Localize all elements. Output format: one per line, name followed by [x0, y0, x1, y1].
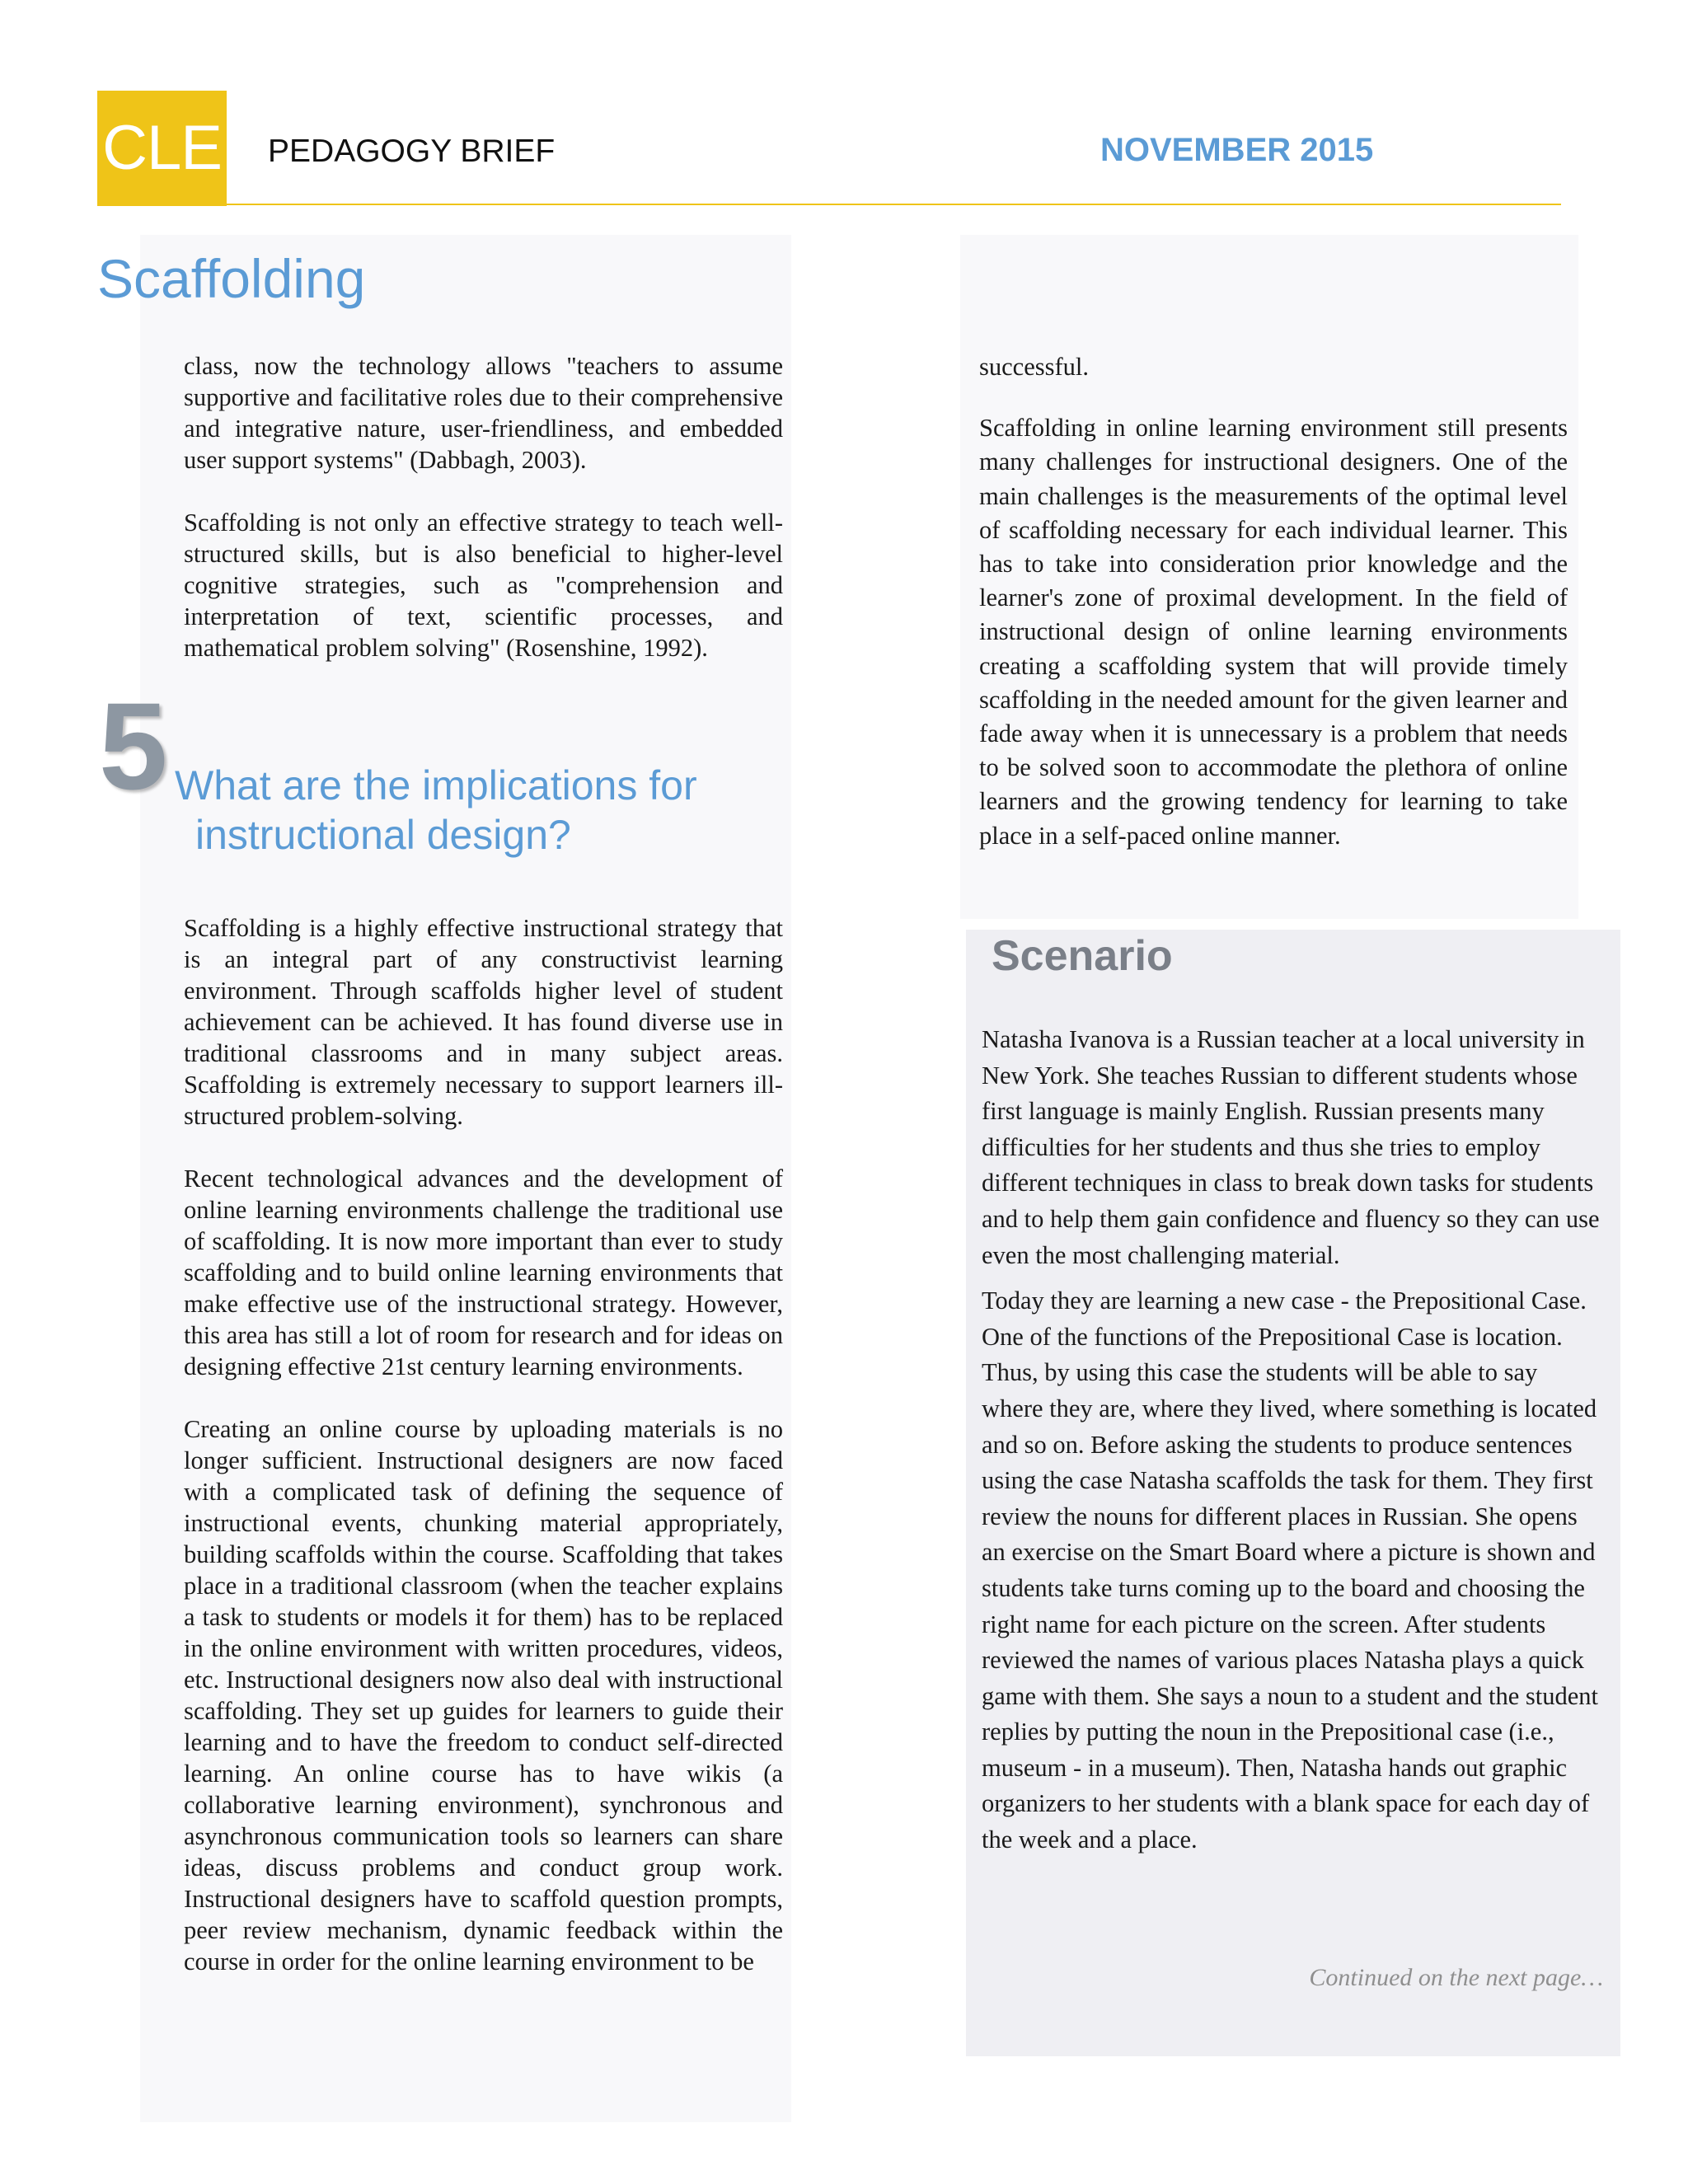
- paragraph: Natasha Ivanova is a Russian teacher at a local university in New York. She teaches Russian to different students whose first language is mainly English. Russian presents many difficulties for her students and thus she tries to employ different techniques in class to break down tasks for students and to help them gain confidence and fluency so they can use even the most challenging material.: [982, 1025, 1600, 1269]
- continued-note: Continued on the next page…: [1309, 1964, 1603, 1991]
- section-heading-line: What are the implications for: [175, 762, 697, 808]
- scenario-title: Scenario: [992, 932, 1173, 980]
- scenario-text: [982, 1022, 1603, 1858]
- paragraph: successful.: [979, 353, 1089, 381]
- left-column-top: [184, 350, 783, 663]
- paragraph: Scaffolding is a highly effective instructional strategy that is an integral part of any constructivist learning environment. Through scaffolds higher level of student achievement can be achieved. It has found diverse use in traditional classrooms and in many subject areas. Scaffolding is extremely necessary to support learners ill-structured problem-solving.: [184, 914, 783, 1130]
- section-heading-line: instructional design?: [195, 812, 571, 858]
- paragraph: Today they are learning a new case - the Prepositional Case. One of the functions of the Prepositional Case is location. Thus, by using this case the students will be able to say where they are, where they lived, where something is located and so on. Before asking the students to produce sentences using the case Natasha scaffolds the task for them. They first review the nouns for different places in Russian. She opens an exercise on the Smart Board where a picture is shown and students take turns coming up to the board and choosing the right name for each picture on the screen. After students reviewed the names of various places Natasha plays a quick game with them. She says a noun to a student and the student replies by putting the noun in the Prepositional case (i.e., museum - in a museum). Then, Natasha hands out graphic organizers to her students with a blank space for each day of the week and a place.: [982, 1286, 1598, 1854]
- section-heading: [175, 761, 801, 860]
- right-column: [979, 350, 1568, 853]
- paragraph: Scaffolding in online learning environment still presents many challenges for instructional designers. One of the main challenges is the measurements of the optimal level of scaffolding necessary for each individual learner. This has to take into consideration prior knowledge and the learner's zone of proximal development. In the field of instructional design of online learning environments creating a scaffolding system that will provide timely scaffolding in the needed amount for the given learner and fade away when it is unnecessary is a problem that needs to be solved soon to accommodate the plethora of online learners and the growing tendency for learning to take place in a self-paced online manner.: [979, 414, 1568, 850]
- paragraph: class, now the technology allows "teachers to assume supportive and facilitative roles due to their comprehensive and integrative nature, user-friendliness, and embedded user support systems" (Dabbagh, 2003).: [184, 352, 783, 474]
- paragraph: Creating an online course by uploading materials is no longer sufficient. Instructional designers are now faced with a complicated task of defining the sequence of instructional events, chunking material appropriately, building scaffolds within the course. Scaffolding that takes place in a traditional classroom (when the teacher explains a task to students or models it for them) has to be replaced in the online environment with written procedures, videos, etc. Instructional designers now also deal with instructional scaffolding. They set up guides for learners to guide their learning and to have the freedom to conduct self-directed learning. An online course has to have wikis (a collaborative learning environment), synchronous and asynchronous communication tools so learners can share ideas, discuss problems and conduct group work. Instructional designers have to scaffold question prompts, peer review mechanism, dynamic feedback within the course in order for the online learning environment to be: [184, 1415, 783, 1975]
- issue-date: NOVEMBER 2015: [1100, 132, 1374, 168]
- header-divider: [97, 204, 1561, 205]
- page-title: Scaffolding: [97, 248, 366, 309]
- pedagogy-brief-label: PEDAGOGY BRIEF: [268, 134, 556, 169]
- section-number: 5: [99, 677, 168, 815]
- cle-logo: CLE: [97, 91, 227, 206]
- paragraph: Scaffolding is not only an effective strategy to teach well- structured skills, but is also beneficial to higher-level cognitive strategies, such as "comprehension and interpretation of text, scientific processes, and mathematical problem solving" (Rosenshine, 1992).: [184, 509, 783, 662]
- paragraph: Recent technological advances and the development of online learning environments challenge the traditional use of scaffolding. It is now more important than ever to study scaffolding and to build online learning environments that make effective use of the instructional strategy. However, this area has still a lot of room for research and for ideas on designing effective 21st century learning environments.: [184, 1165, 783, 1380]
- left-column-bottom: [184, 912, 783, 1977]
